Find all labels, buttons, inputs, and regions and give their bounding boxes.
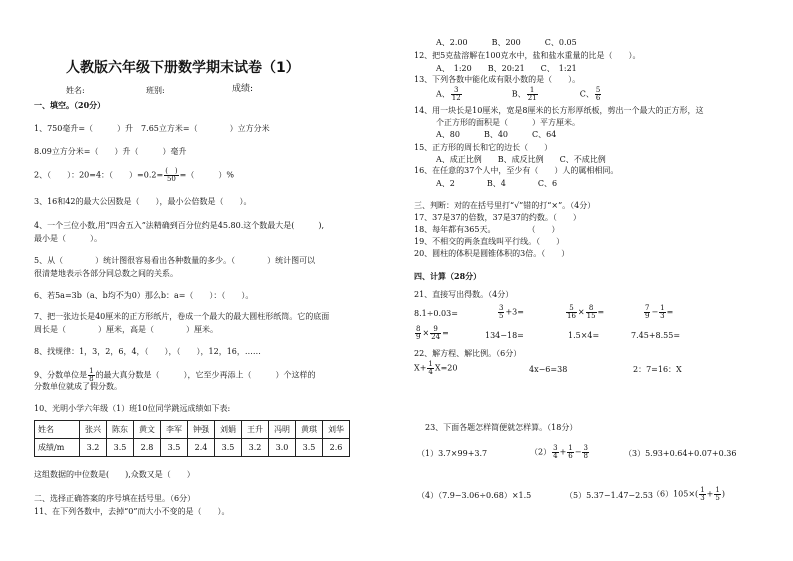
table-row (35, 439, 350, 457)
table-cell: 3.2 (80, 439, 107, 457)
calc-item-8: 7.45+8.55= (631, 331, 681, 340)
question-18: 18、每年都有365天。 （ ） (414, 225, 560, 234)
equation-1: X+ $\frac{1}{4}$ X=20 (414, 360, 458, 376)
equation-3: 2：7=16：X (633, 365, 682, 374)
fraction: $\frac{3}{12}$ (451, 86, 461, 102)
table-cell: 陈东 (107, 421, 134, 439)
calc-item-2: $\frac{3}{5}$ +3= (499, 304, 524, 320)
fraction: $\frac{1}{4}$ (428, 360, 433, 376)
question-7b: 周长是（ ）厘米，高是（ ）厘米。 (34, 325, 218, 334)
question-14: 14、用一块长是10厘米，宽是8厘米的长方形厚纸板，剪出一个最大的正方形，这 (414, 106, 704, 115)
question-6: 6、若5a=3b（a、b均不为0）那么b：a=（ ）：（ ）。 (34, 291, 254, 300)
table-header-row (35, 421, 350, 439)
table-cell: 张兴 (80, 421, 107, 439)
jump-scores-table (34, 420, 350, 457)
fraction: $\frac{8}{15}$ (586, 304, 596, 320)
table-cell: 姓名 (35, 421, 80, 439)
fraction: $\frac{8}{9}$ (416, 325, 421, 341)
question-15: 15、正方形的周长和它的边长（ ） (414, 143, 553, 152)
table-cell: 钟强 (188, 421, 215, 439)
question-7: 7、把一张边长是40厘米的正方形纸片，卷成一个最大的最大圆柱形纸筒。它的底面 (34, 312, 330, 321)
calc-item-6: 134−18= (485, 331, 524, 340)
fraction: $\frac{5}{16}$ (567, 304, 576, 320)
equation-2: 4x−6=38 (529, 365, 568, 374)
fraction: $\frac{( )}{50}$ (165, 167, 178, 183)
score-label: 成绩: (232, 84, 254, 94)
section-2-heading: 二、选择正确答案的序号填在括号里。（6分） (34, 494, 196, 503)
simplify-item-4: （4）（7.9−3.06÷0.68）×1.5 (417, 491, 532, 500)
question-13-options: A、 $\frac{3}{12}$ B、 $\frac{1}{21}$ C、 $\frac{5}{6}$ (436, 86, 601, 102)
question-16-options: A、2 B、4 C、6 (436, 179, 558, 188)
fraction: $\frac{1}{3}$ (700, 486, 705, 502)
calc-item-5: $\frac{8}{9}$ × $\frac{9}{24}$ = (416, 325, 449, 341)
fraction: $\frac{5}{6}$ (595, 86, 601, 102)
question-4: 4、一个三位小数,用“四舍五入”法精确到百分位约是45.80.这个数最大是( ), (34, 221, 325, 230)
table-cell: 刘华 (323, 421, 350, 439)
section-4-heading: 四、计算（28分） (414, 271, 482, 281)
table-cell: 冯明 (269, 421, 296, 439)
fraction: $\frac{1}{8}$ (89, 367, 94, 383)
class-label: 班别: (146, 86, 165, 95)
question-8: 8、找规律：1，3，2，6，4，（ ），（ ），12，16，…… (34, 347, 261, 356)
question-4b: 最小是（ ）。 (34, 234, 102, 243)
page-title: 人教版六年级下册数学期末试卷（1） (66, 60, 300, 76)
question-21: 21、直接写出得数。（4分） (414, 290, 514, 299)
question-11-options: A、2.00 B、200 C、0.05 (436, 38, 577, 47)
fraction: $\frac{1}{6}$ (568, 444, 573, 460)
fraction: $\frac{1}{5}$ (715, 486, 720, 502)
question-9: 9、分数单位是 $\frac{1}{8}$ 的最大真分数是（ ），它至少再添上（ ）个这样的 (34, 367, 316, 383)
calc-item-3: $\frac{5}{16}$ × $\frac{8}{15}$ = (567, 304, 605, 320)
calc-item-7: 1.5×4= (568, 331, 600, 340)
table-cell: 2.8 (134, 439, 161, 457)
simplify-item-2: （2） $\frac{3}{4}$ + $\frac{1}{6}$ − $\frac{3}{8}$ (530, 444, 588, 460)
table-cell: 王升 (242, 421, 269, 439)
question-14-options: A、80 B、40 C、64 (436, 130, 557, 139)
calc-item-1: 8.1÷0.03= (414, 309, 458, 318)
fraction: $\frac{3}{4}$ (553, 444, 558, 460)
question-11: 11、在下列各数中，去掉“0”而大小不变的是（ ）。 (34, 507, 230, 516)
calc-item-4: $\frac{7}{9}$ − $\frac{1}{3}$ = (645, 304, 674, 320)
fraction: $\frac{1}{3}$ (660, 304, 665, 320)
table-cell: 黄文 (134, 421, 161, 439)
simplify-item-3: （3）5.93+0.64+0.07+0.36 (624, 449, 737, 458)
simplify-item-6: （6）105×( $\frac{1}{3}$ + $\frac{1}{5}$ ) (652, 486, 725, 502)
fraction: $\frac{3}{8}$ (583, 444, 588, 460)
question-5: 5、从（ ）统计图很容易看出各种数量的多少。（ ）统计图可以 (34, 256, 316, 265)
table-cell: 3.5 (107, 439, 134, 457)
table-cell: 2.6 (323, 439, 350, 457)
fraction: $\frac{3}{5}$ (499, 304, 504, 320)
table-cell: 3.5 (215, 439, 242, 457)
question-2: 2、（ ）：20=4：（ ）=0.2= $\frac{( )}{50}$ =（ ）% (34, 167, 234, 183)
table-cell: 2.4 (188, 439, 215, 457)
fraction: $\frac{1}{21}$ (527, 86, 537, 102)
question-12-options: A、 1:20 B、20:21 C、 1:21 (436, 64, 577, 73)
simplify-item-1: （1）3.7×99+3.7 (417, 449, 488, 458)
question-12: 12、把5克盐溶解在100克水中，盐和盐水重量的比是（ ）。 (414, 51, 641, 60)
question-23: 23、下面各题怎样简便就怎样算。（18分） (425, 423, 578, 432)
question-22: 22、解方程、解比例。（6分） (414, 349, 522, 358)
question-1b: 8.09立方分米=（ ）升（ ）毫升 (34, 147, 187, 156)
question-5b: 很清楚地表示各部分同总数之间的关系。 (34, 269, 178, 278)
question-9c: 分数单位就成了假分数。 (34, 382, 122, 391)
table-cell: 刘娟 (215, 421, 242, 439)
question-14b: 个正方形的面积是（ ）平方厘米。 (436, 118, 580, 127)
question-16: 16、在任意的37个人中，至少有（ ）人的属相相同。 (414, 166, 619, 175)
question-1: 1、750毫升=（ ）升 7.65立方米=（ ）立方分米 (34, 124, 270, 133)
question-15-options: A、成正比例 B、成反比例 C、不成比例 (436, 155, 606, 164)
table-cell: 黄琪 (296, 421, 323, 439)
question-13: 13、下列各数中能化成有限小数的是（ ）。 (414, 75, 581, 84)
question-3: 3、16和42的最大公因数是（ ），最小公倍数是（ ）。 (34, 197, 252, 206)
fraction: $\frac{9}{24}$ (431, 325, 441, 341)
fraction: $\frac{7}{9}$ (645, 304, 650, 320)
section-1-heading: 一、填空。（20分） (34, 100, 106, 110)
table-cell: 3.2 (242, 439, 269, 457)
table-cell: 3.0 (269, 439, 296, 457)
question-20: 20、圆柱的体积是圆锥体积的3倍。（ ） (414, 249, 570, 258)
table-cell: 3.5 (161, 439, 188, 457)
table-cell: 3.5 (296, 439, 323, 457)
name-label: 姓名: (66, 86, 85, 95)
table-cell: 成绩/m (35, 439, 80, 457)
table-cell: 李军 (161, 421, 188, 439)
question-17: 17、37是37的倍数，37是37的约数。（ ） (414, 213, 581, 222)
question-19: 19、不相交的两条直线叫平行线。（ ） (414, 237, 565, 246)
section-3-heading: 三、判断：对的在括号里打“√”错的打“×”。（4分） (414, 201, 596, 210)
question-10b: 这组数据的中位数是( ),众数又是（ ） (34, 470, 195, 479)
question-10: 10、光明小学六年级（1）班10位同学跳远成绩如下表: (34, 404, 231, 413)
simplify-item-5: （5）5.37−1.47−2.53 (565, 491, 653, 500)
